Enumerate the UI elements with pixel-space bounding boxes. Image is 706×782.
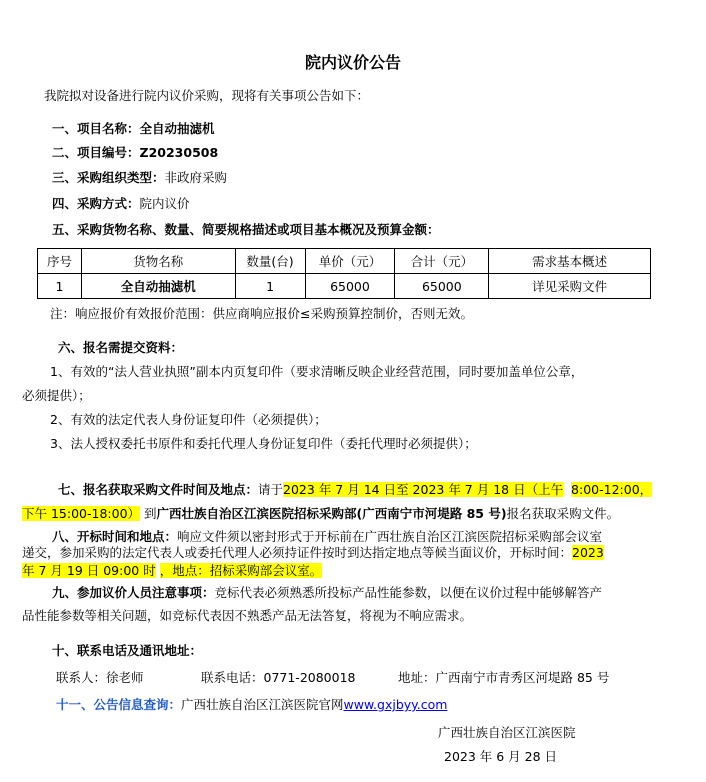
table-header-row [38,249,651,274]
section6-line: 必须提供）； [22,388,91,403]
table-cell: 详见采购文件 [489,274,651,299]
section8-text: 递交，参加采购的法定代表人或委托代理人必须持证件按时到达指定地点等候当面议价，开标时间： [22,545,573,560]
table-header-cell: 合计（元） [395,249,489,274]
section7-place: 广西壮族自治区江滨医院招标采购部(广西南宁市河堤路 85 号) [156,506,507,521]
section9-line1 [52,583,602,601]
item-project-name [52,119,215,137]
contact-person: 联系人：徐老师 [56,670,144,685]
section11-text: 广西壮族自治区江滨医院官网 [181,697,344,712]
section7-morning: 8:00-12:00， [571,482,653,497]
table-row [38,274,651,299]
price-note: 注：响应报价有效报价范围：供应商响应报价≤采购预算控制价，否则无效。 [50,306,473,321]
section8-text: 响应文件须以密封形式于开标前在广西壮族自治区江滨医院招标采购部会议室 [177,529,603,544]
item-label: 二、项目编号： [52,145,140,160]
section8-time: 年 7 月 19 日 09:00 时 [22,563,156,578]
goods-table [37,248,651,299]
section10-heading: 十、联系电话及通讯地址： [52,643,203,658]
section7-date-range: 2023 年 7 月 14 日至 2023 年 7 月 18 日（上午 [283,482,564,497]
section6-line: 1、有效的“法人营业执照”副本内页复印件（要求清晰反映企业经营范围，同时要加盖单位公章， [50,364,584,379]
page-title: 院内议价公告 [304,53,401,72]
section9-heading: 九、参加议价人员注意事项： [52,585,215,600]
section7-text: 报名获取采购文件。 [506,506,620,521]
item-label: 四、采购方式： [52,196,140,211]
table-cell: 全自动抽滤机 [81,274,235,299]
section7-text: 到 [144,506,157,521]
table-cell: 65000 [305,274,395,299]
section11-line [56,695,447,713]
section7-line1 [58,480,652,498]
table-cell: 65000 [395,274,489,299]
signature-org: 广西壮族自治区江滨医院 [438,725,576,740]
section6-line: 3、法人授权委托书原件和委托代理人身份证复印件（委托代理时必须提供）； [50,436,477,451]
table-header-cell: 单价（元） [305,249,395,274]
website-link[interactable]: www.gxjbyy.com [343,697,448,712]
table-header-cell: 序号 [38,249,82,274]
item-org-type [52,168,227,186]
section8-place: ，地点：招标采购部会议室。 [159,563,323,578]
section7-afternoon: 下午 15:00-18:00） [22,506,141,521]
section6-heading: 六、报名需提交资料： [58,340,184,355]
item-value: 非政府采购 [164,170,228,185]
item-value: 全自动抽滤机 [139,121,215,136]
item-value: Z20230508 [139,145,219,160]
item-goods-heading: 五、采购货物名称、数量、简要规格描述或项目基本概况及预算金额： [52,222,440,237]
item-value: 院内议价 [139,196,190,211]
section8-heading: 八、开标时间和地点： [52,529,178,544]
section8-line3 [22,561,322,579]
table-header-cell: 货物名称 [81,249,235,274]
signature-date: 2023 年 6 月 28 日 [444,749,558,764]
section11-heading: 十一、公告信息查询： [56,697,182,712]
section8-line2 [22,543,604,561]
table-cell: 1 [235,274,305,299]
item-label: 一、项目名称： [52,121,140,136]
item-label: 三、采购组织类型： [52,170,165,185]
section7-text: 请于 [258,482,284,497]
contact-phone: 联系电话：0771-2080018 [201,670,356,685]
table-header-cell: 数量(台) [235,249,305,274]
item-project-number [52,143,218,161]
section9-line2: 品性能参数等相关问题，如竞标代表因不熟悉产品无法答复，将视为不响应需求。 [22,608,473,623]
table-header-cell: 需求基本概述 [489,249,651,274]
section9-text: 竞标代表必须熟悉所投标产品性能参数，以便在议价过程中能够解答产 [214,585,603,600]
section8-time: 2023 [572,545,604,560]
section7-line2 [22,504,619,522]
section6-line: 2、有效的法定代表人身份证复印件（必须提供）； [50,412,327,427]
section7-heading: 七、报名获取采购文件时间及地点： [58,482,259,497]
intro-text: 我院拟对设备进行院内议价采购，现将有关事项公告如下： [44,88,370,103]
contact-address: 地址：广西南宁市青秀区河堤路 85 号 [398,670,610,685]
table-cell: 1 [38,274,82,299]
item-method [52,194,190,212]
